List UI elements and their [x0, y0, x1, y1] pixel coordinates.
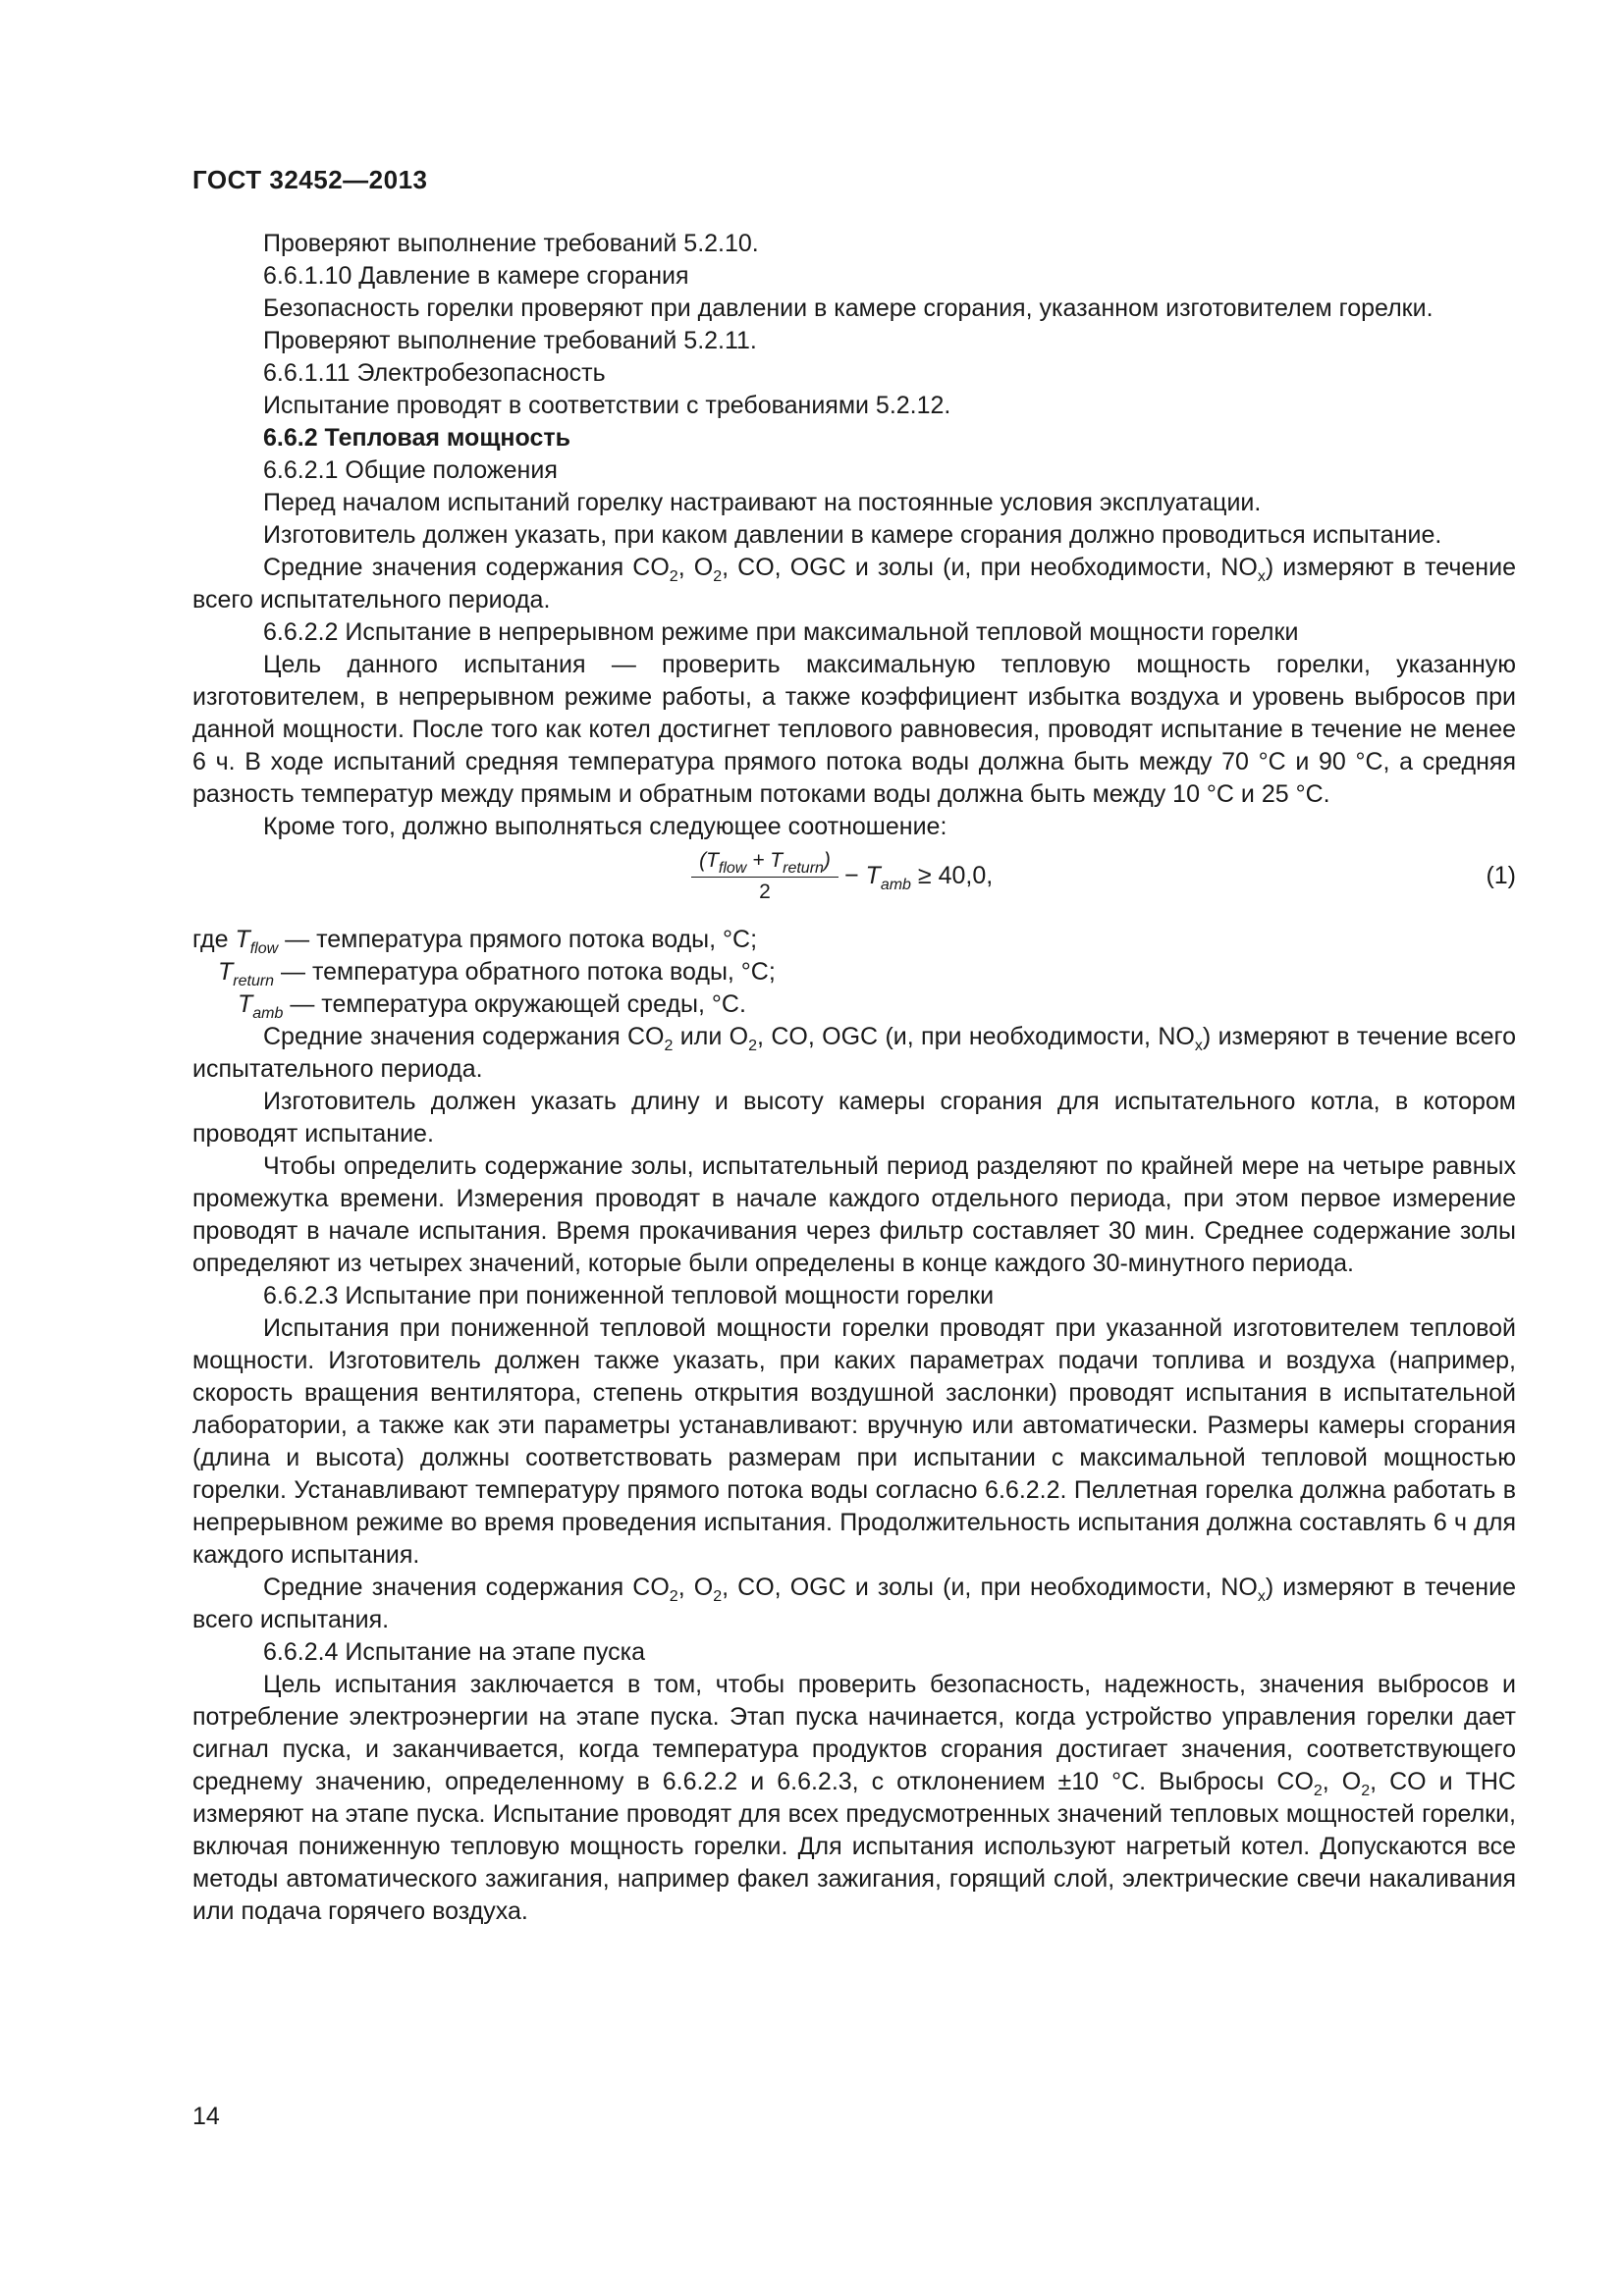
- paragraphs-bottom: [192, 1021, 1516, 1928]
- page-number: 14: [192, 2103, 220, 2130]
- definition-t-flow: где $T_{flow}$ — температура прямого потока воды, °С;: [192, 926, 758, 957]
- paragraph: 6.6.1.11 Электробезопасность: [263, 359, 606, 387]
- paragraph: Цель испытания заключается в том, чтобы проверить безопасность, надежность, значения выбросов и потребление электроэнергии на этапе пуска. Этап пуска начинается, когда устройство управления горелки дает сигнал пуска, и заканчивается, когда температура продуктов сгорания достигает значения, соответствующего среднему значению, определенному в 6.6.2.2 и 6.6.2.3, с отклонением ±10 °С. Выбросы $CO_2$, $O_2$, CO и THC измеряют на этапе пуска. Испытание проводят для всех предусмотренных значений тепловых мощностей горелки, включая пониженную тепловую мощность горелки. Для испытания используют нагретый котел. Допускаются все методы автоматического зажигания, например факел зажигания, горящий слой, электрические свечи накаливания или подача горячего воздуха.: [192, 1671, 1516, 1925]
- paragraph: 6.6.2.2 Испытание в непрерывном режиме при максимальной тепловой мощности горелки: [263, 618, 1299, 646]
- paragraph: 6.6.1.10 Давление в камере сгорания: [263, 262, 689, 290]
- formula-numerator: $(T_{flow} + T_{return})$: [691, 847, 839, 878]
- formula-denominator: 2: [759, 881, 771, 903]
- definition-t-amb: $T_{amb}$ — температура окружающей среды, °С.: [238, 990, 746, 1022]
- paragraph: Кроме того, должно выполняться следующее соотношение:: [263, 813, 947, 840]
- formula-definitions: [192, 924, 1516, 1021]
- document-body: [192, 228, 1516, 1928]
- paragraph: 6.6.2.4 Испытание на этапе пуска: [263, 1638, 646, 1666]
- paragraph: Цель данного испытания — проверить максимальную тепловую мощность горелки, указанную изготовителем, в непрерывном режиме работы, а также коэффициент избытка воздуха и уровень выбросов при данной мощности. После того как котел достигнет теплового равновесия, проводят испытание в течение не менее 6 ч. В ходе испытаний средняя температура прямого потока воды должна быть между 70 °С и 90 °С, а средняя разность температур между прямым и обратным потоками воды должна быть между 10 °С и 25 °С.: [192, 651, 1516, 808]
- formula-1: [192, 847, 1516, 920]
- paragraph: Проверяют выполнение требований 5.2.10.: [263, 230, 759, 257]
- paragraph: Безопасность горелки проверяют при давлении в камере сгорания, указанном изготовителем горелки.: [263, 294, 1434, 322]
- paragraph: Средние значения содержания $CO_2$, $O_2$, CO, OGC и золы (и, при необходимости, $NO_x$) измеряют в течение всего испытательного периода.: [192, 554, 1516, 614]
- definition-t-return: $T_{return}$ — температура обратного потока воды, °С;: [218, 958, 776, 989]
- paragraph: Испытание проводят в соответствии с требованиями 5.2.12.: [263, 392, 951, 419]
- paragraph: Проверяют выполнение требований 5.2.11.: [263, 327, 757, 354]
- paragraph: Испытания при пониженной тепловой мощности горелки проводят при указанной изготовителем тепловой мощности. Изготовитель должен также указать, при каких параметрах подачи топлива и воздуха (например, скорость вращения вентилятора, степень открытия воздушной заслонки) проводят испытания в испытательной лаборатории, а также как эти параметры устанавливают: вручную или автоматически. Размеры камеры сгорания (длина и высота) должны соответствовать размерам при испытании с максимальной тепловой мощностью горелки. Устанавливают температуру прямого потока воды согласно 6.6.2.2. Пеллетная горелка должна работать в непрерывном режиме во время проведения испытания. Продолжительность испытания должна составлять 6 ч для каждого испытания.: [192, 1314, 1516, 1569]
- paragraphs-top: [192, 228, 1516, 843]
- formula-number: (1): [1486, 862, 1516, 889]
- paragraph: Перед началом испытаний горелку настраивают на постоянные условия эксплуатации.: [263, 489, 1262, 516]
- paragraph: 6.6.2 Тепловая мощность: [263, 424, 570, 452]
- paragraph: Средние значения содержания $CO_2$, $O_2$, CO, OGC и золы (и, при необходимости, $NO_x$) измеряют в течение всего испытания.: [192, 1574, 1516, 1633]
- paragraph: 6.6.2.1 Общие положения: [263, 456, 558, 484]
- paragraph: 6.6.2.3 Испытание при пониженной тепловой мощности горелки: [263, 1282, 995, 1309]
- paragraph: Изготовитель должен указать длину и высоту камеры сгорания для испытательного котла, в котором проводят испытание.: [192, 1088, 1516, 1148]
- paragraph: Средние значения содержания $CO_2$ или $O_2$, CO, OGC (и, при необходимости, $NO_x$) измеряют в течение всего испытательного периода.: [192, 1023, 1516, 1083]
- formula-fraction: [691, 847, 839, 907]
- paragraph: Чтобы определить содержание золы, испытательный период разделяют по крайней мере на четыре равных промежутка времени. Измерения проводят в начале каждого отдельного периода, при этом первое измерение проводят в начале испытания. Время прокачивания через фильтр составляет 30 мин. Среднее содержание золы определяют из четырех значений, которые были определены в конце каждого 30-минутного периода.: [192, 1152, 1516, 1277]
- paragraph: Изготовитель должен указать, при каком давлении в камере сгорания должно проводиться испытание.: [263, 521, 1442, 549]
- formula-rest: − $T_{amb} \ge 40,0$,: [844, 862, 994, 893]
- document-header: ГОСТ 32452—2013: [192, 165, 428, 194]
